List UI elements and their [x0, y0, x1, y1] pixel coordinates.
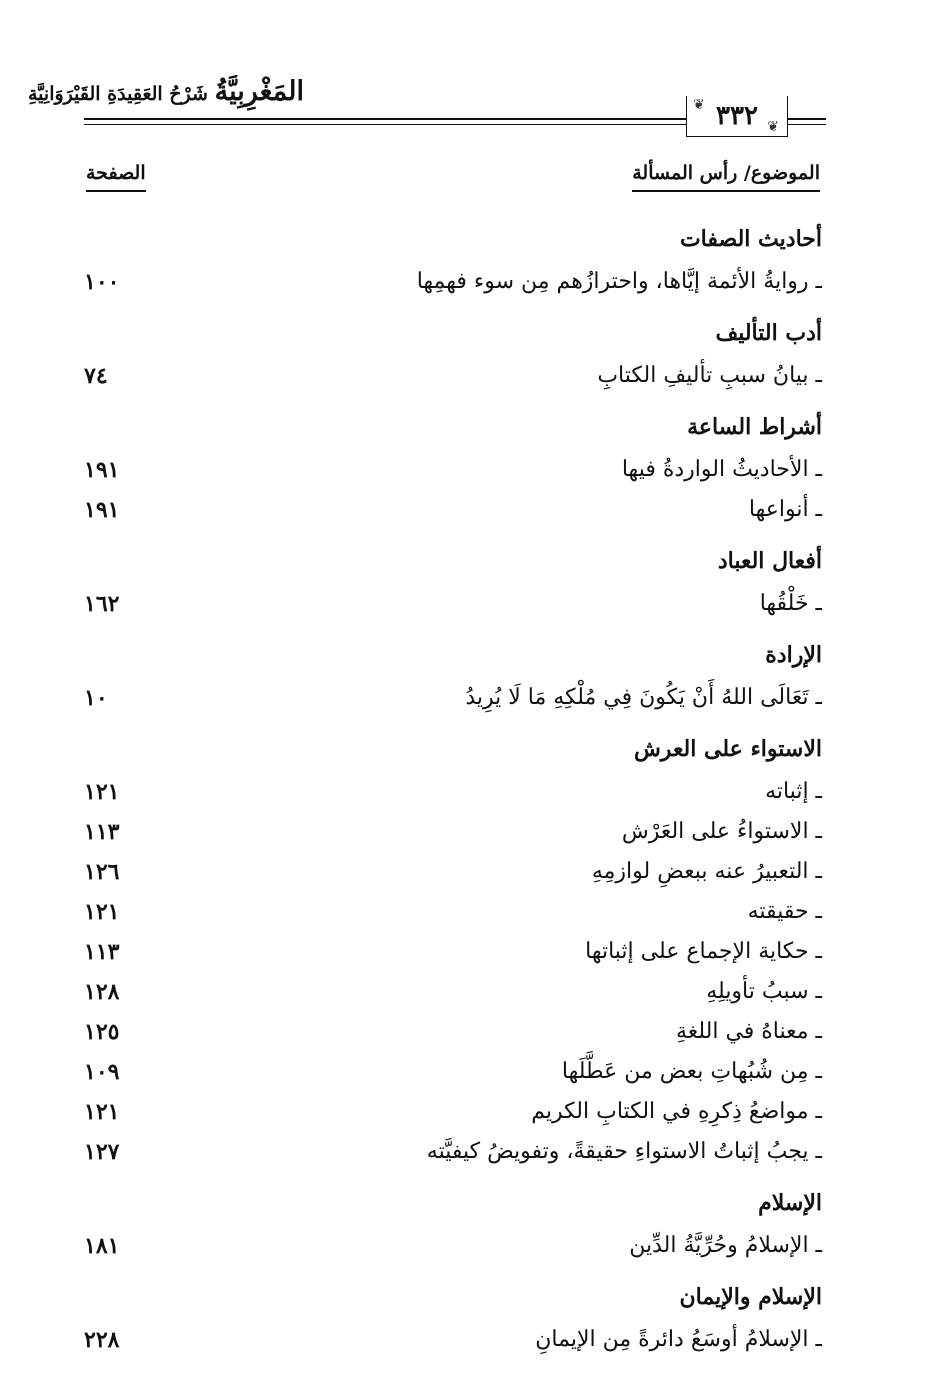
index-entry: [84, 812, 822, 852]
floral-ornament-icon: ❦: [693, 97, 705, 113]
column-head-page: الصفحة: [86, 162, 146, 192]
entry-topic: ـ الإسلامُ وحُرِّيَّةُ الدِّين: [629, 1233, 822, 1258]
entry-topic: ـ خَلْقُها: [759, 591, 822, 616]
entry-page-number: ١٠: [84, 685, 108, 711]
entry-topic: ـ حكاية الإجماع على إثباتها: [585, 939, 822, 964]
index-entry: [84, 1052, 822, 1092]
section-title: أحاديث الصفات: [679, 226, 822, 252]
entry-topic: ـ الأحاديثُ الواردةُ فيها: [621, 457, 822, 482]
entry-page-number: ١٢١: [84, 899, 120, 925]
entry-page-number: ١٢٨: [84, 979, 120, 1005]
index-section: [84, 632, 822, 718]
column-head-topic: الموضوع/ رأس المسألة: [632, 162, 820, 192]
index-entry: [84, 450, 822, 490]
entry-topic: ـ مواضعُ ذِكرِهِ في الكتابِ الكريم: [531, 1099, 822, 1124]
running-header-title: [28, 76, 304, 108]
section-title: الإرادة: [765, 642, 822, 668]
book-title-main: المَغْرِبِيَّةُ: [214, 76, 304, 107]
index-entry: [84, 678, 822, 718]
section-title: أفعال العباد: [717, 548, 822, 574]
index-section: [84, 1274, 822, 1360]
entry-topic: ـ إثباته: [765, 779, 822, 804]
index-entry: [84, 490, 822, 530]
index-section: [84, 538, 822, 624]
index-entry: [84, 584, 822, 624]
index-entry: [84, 1092, 822, 1132]
index-section: [84, 1180, 822, 1266]
entry-page-number: ١٢٦: [84, 859, 120, 885]
entry-page-number: ١٢١: [84, 779, 120, 805]
entry-page-number: ١٦٢: [84, 591, 120, 617]
entry-topic: ـ يجبُ إثباتُ الاستواءِ حقيقةً، وتفويضُ كيفيَّته: [426, 1139, 822, 1164]
index-entry: [84, 972, 822, 1012]
entry-topic: ـ روايةُ الأئمة إيَّاها، واحترازُهم مِن سوء فهمِها: [416, 269, 822, 294]
entry-page-number: ١٢٥: [84, 1019, 120, 1045]
index-section: [84, 310, 822, 396]
entry-topic: ـ حقيقته: [747, 899, 822, 924]
index-entry: [84, 772, 822, 812]
entry-topic: ـ الاستواءُ على العَرْش: [621, 819, 822, 844]
index-entry: [84, 1226, 822, 1266]
entry-page-number: ١٨١: [84, 1233, 120, 1259]
page-number-box: [686, 96, 788, 137]
entry-topic: ـ مِن شُبُهاتِ بعض من عَطَّلَها: [561, 1059, 822, 1084]
entry-topic: ـ الإسلامُ أوسَعُ دائرةً مِن الإيمانِ: [535, 1327, 822, 1352]
entry-page-number: ١٠٠: [84, 269, 120, 295]
index-section: [84, 726, 822, 1172]
index-entry: [84, 1320, 822, 1360]
section-title: أدب التأليف: [715, 320, 822, 346]
section-title: الإسلام: [758, 1190, 822, 1216]
index-entry: [84, 852, 822, 892]
entry-topic: ـ بيانُ سببِ تأليفِ الكتابِ: [597, 363, 822, 388]
entry-page-number: ١١٣: [84, 939, 120, 965]
entry-topic: ـ معناهُ في اللغةِ: [675, 1019, 822, 1044]
entry-topic: ـ تَعَالَى اللهُ أَنْ يَكُونَ فِي مُلْكِهِ مَا لَا يُرِيدُ: [465, 685, 822, 710]
index-section: [84, 216, 822, 302]
entry-page-number: ٢٢٨: [84, 1327, 120, 1353]
floral-ornament-icon: ❦: [767, 119, 779, 135]
index-list: [84, 216, 822, 1368]
index-entry: [84, 1132, 822, 1172]
index-entry: [84, 932, 822, 972]
entry-page-number: ١٩١: [84, 497, 120, 523]
entry-topic: ـ سببُ تأويلِهِ: [706, 979, 822, 1004]
section-title: الاستواء على العرش: [633, 736, 822, 762]
entry-page-number: ١٢٧: [84, 1139, 120, 1165]
section-title: الإسلام والإيمان: [679, 1284, 822, 1310]
index-entry: [84, 892, 822, 932]
entry-page-number: ١٩١: [84, 457, 120, 483]
entry-topic: ـ التعبيرُ عنه ببعضِ لوازمِهِ: [591, 859, 822, 884]
entry-topic: ـ أنواعها: [748, 497, 822, 522]
entry-page-number: ١٠٩: [84, 1059, 120, 1085]
section-title: أشراط الساعة: [687, 414, 822, 440]
index-entry: [84, 356, 822, 396]
entry-page-number: ١١٣: [84, 819, 120, 845]
entry-page-number: ٧٤: [84, 363, 108, 389]
index-entry: [84, 262, 822, 302]
entry-page-number: ١٢١: [84, 1099, 120, 1125]
book-title-sub: شَرْحُ العَقِيدَةِ القَيْرَوَانِيَّةِ: [28, 83, 208, 105]
index-section: [84, 404, 822, 530]
page-number: ٣٣٢: [716, 101, 758, 131]
index-entry: [84, 1012, 822, 1052]
